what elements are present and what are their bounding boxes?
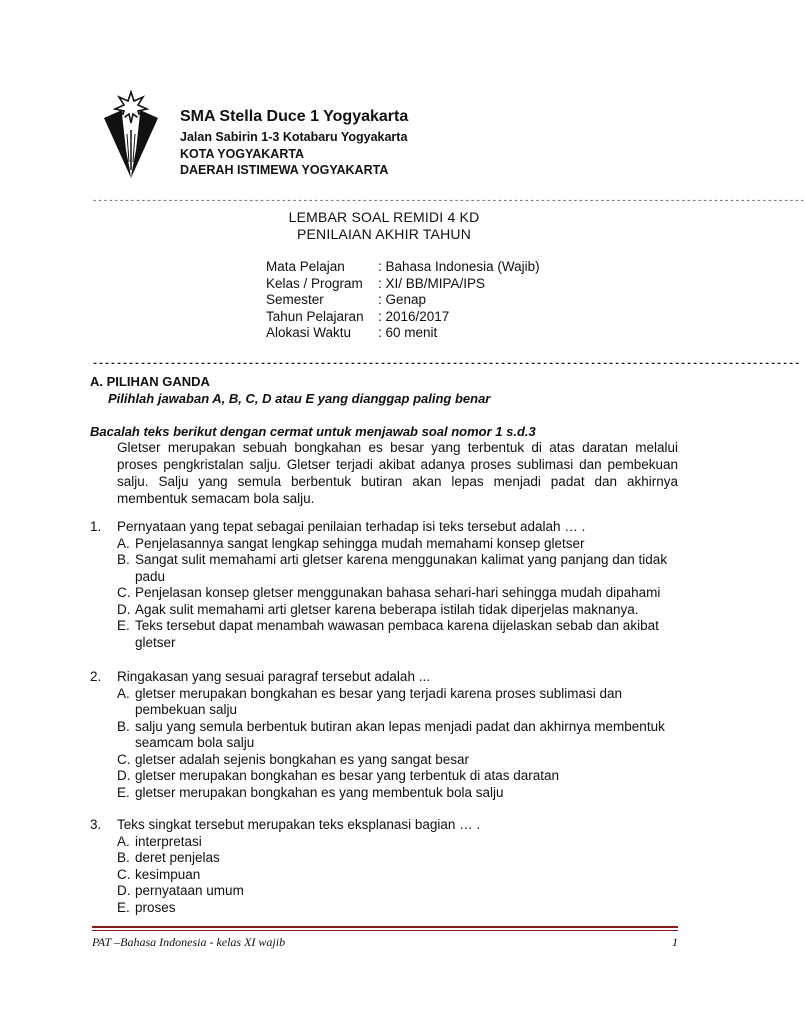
exam-meta xyxy=(266,259,540,342)
question-text: Ringakasan yang sesuai paragraf tersebut adalah ... xyxy=(117,669,430,684)
option-letter: D. xyxy=(117,768,131,783)
question-stem xyxy=(90,519,680,536)
answer-option xyxy=(90,585,680,602)
meta-value: : Bahasa Indonesia (Wajib) xyxy=(378,259,540,274)
reading-passage: Gletser merupakan sebuah bongkahan es besar yang terbentuk di atas daratan melalui proses pengkristalan salju. Gletser terjadi akibat adanya proses sublimasi dan pembekuan salju. Salju yang semula berbentuk butiran akan lepas menjadi padat dan akhirnya membentuk semacam bola salju. xyxy=(117,440,678,506)
option-letter: C. xyxy=(117,751,131,767)
meta-row-time xyxy=(266,325,540,342)
option-letter: B. xyxy=(117,718,130,734)
answer-option xyxy=(90,850,680,867)
meta-row-year xyxy=(266,309,540,326)
option-letter: A. xyxy=(117,535,130,551)
meta-label: Kelas / Program xyxy=(266,275,363,291)
school-address-city: KOTA YOGYAKARTA xyxy=(180,147,305,161)
header-divider: ------------------------------------------------------------------------------------------------------------------------------------ xyxy=(92,196,805,206)
question-stem xyxy=(90,817,680,834)
option-text: gletser adalah sejenis bongkahan es yang sangat besar xyxy=(135,751,469,767)
option-text: Teks tersebut dapat menambah wawasan pembaca karena dijelaskan sebab dan akibat gletser xyxy=(135,618,659,650)
option-letter: E. xyxy=(117,784,130,800)
meta-value: : 60 menit xyxy=(378,325,438,340)
footer-course-label: PAT –Bahasa Indonesia - kelas XI wajib xyxy=(92,935,286,949)
section-title: A. PILIHAN GANDA xyxy=(90,374,210,389)
option-letter: B. xyxy=(117,850,130,865)
answer-option xyxy=(90,768,680,785)
meta-label: Semester xyxy=(266,292,324,307)
option-text: gletser merupakan bongkahan es yang membentuk bola salju xyxy=(135,784,504,800)
option-text: gletser merupakan bongkahan es besar yang terjadi karena proses sublimasi dan pembekuan salju xyxy=(135,685,623,717)
option-letter: A. xyxy=(117,685,130,701)
answer-option xyxy=(90,752,680,769)
question-number: 2. xyxy=(90,669,102,684)
option-text: pernyataan umum xyxy=(135,883,244,898)
option-letter: D. xyxy=(117,601,131,617)
option-letter: E. xyxy=(117,618,130,633)
meta-divider: ---------------------------------------------------------------------------------------------------------------------- xyxy=(92,359,801,370)
answer-option xyxy=(90,686,680,719)
answer-option xyxy=(90,834,680,851)
answer-option xyxy=(90,602,680,619)
question-number: 1. xyxy=(90,519,102,534)
question-number: 3. xyxy=(90,817,102,832)
footer-rule-thin xyxy=(92,930,678,931)
question-stem xyxy=(90,669,680,686)
answer-option xyxy=(90,719,680,752)
meta-label: Tahun Pelajaran xyxy=(266,308,364,324)
section-instruction: Pilihlah jawaban A, B, C, D atau E yang dianggap paling benar xyxy=(108,391,491,406)
option-letter: D. xyxy=(117,883,131,898)
question-3 xyxy=(90,817,680,916)
option-text: Penjelasan konsep gletser menggunakan bahasa sehari-hari sehingga mudah dipahami xyxy=(135,585,661,600)
school-address-street: Jalan Sabirin 1-3 Kotabaru Yogyakarta xyxy=(180,130,408,144)
footer-rule xyxy=(92,926,678,928)
answer-option xyxy=(90,900,680,917)
option-letter: E. xyxy=(117,899,130,915)
document-subtitle: PENILAIAN AKHIR TAHUN xyxy=(296,226,472,242)
meta-value: : Genap xyxy=(378,292,427,307)
option-letter: C. xyxy=(117,866,131,882)
meta-label: Mata Pelajan xyxy=(266,259,345,274)
meta-row-class xyxy=(266,276,540,293)
meta-row-subject xyxy=(266,259,540,276)
question-1 xyxy=(90,519,680,651)
option-text: Agak sulit memahami arti gletser karena beberapa istilah tidak diperjelas maknanya. xyxy=(135,601,639,617)
answer-option xyxy=(90,785,680,802)
option-text: Sangat sulit memahami arti gletser karena menggunakan kalimat yang panjang dan tidak padu xyxy=(135,552,668,584)
document-title: LEMBAR SOAL REMIDI 4 KD xyxy=(288,209,480,225)
answer-option xyxy=(90,536,680,553)
reading-instruction: Bacalah teks berikut dengan cermat untuk menjawab soal nomor 1 s.d.3 xyxy=(90,424,536,439)
option-text: interpretasi xyxy=(135,833,202,849)
meta-row-semester xyxy=(266,292,540,309)
school-crest-icon xyxy=(100,90,162,180)
option-text: kesimpuan xyxy=(135,866,201,882)
option-text: deret penjelas xyxy=(135,850,220,865)
school-address-region: DAERAH ISTIMEWA YOGYAKARTA xyxy=(180,163,389,177)
meta-label: Alokasi Waktu xyxy=(266,325,352,340)
question-text: Teks singkat tersebut merupakan teks eksplanasi bagian … . xyxy=(117,817,481,832)
answer-option xyxy=(90,552,680,585)
option-letter: A. xyxy=(117,833,130,849)
meta-value: : XI/ BB/MIPA/IPS xyxy=(378,275,486,291)
option-text: Penjelasannya sangat lengkap sehingga mudah memahami konsep gletser xyxy=(135,535,585,551)
question-text: Pernyataan yang tepat sebagai penilaian terhadap isi teks tersebut adalah … . xyxy=(117,519,586,534)
question-2 xyxy=(90,669,680,801)
page-number: 1 xyxy=(672,935,678,949)
answer-option xyxy=(90,883,680,900)
option-text: gletser merupakan bongkahan es besar yang terbentuk di atas daratan xyxy=(135,768,560,783)
meta-value: : 2016/2017 xyxy=(378,308,450,324)
option-letter: B. xyxy=(117,552,130,567)
option-letter: C. xyxy=(117,585,131,600)
answer-option xyxy=(90,867,680,884)
school-name: SMA Stella Duce 1 Yogyakarta xyxy=(180,108,409,125)
answer-option xyxy=(90,618,680,651)
option-text: salju yang semula berbentuk butiran akan lepas menjadi padat dan akhirnya membentuk seamcam bola salju xyxy=(135,718,665,750)
option-text: proses xyxy=(135,899,176,915)
